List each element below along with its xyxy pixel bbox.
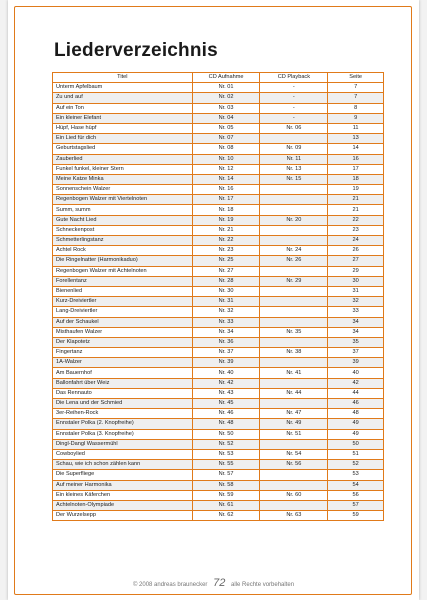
cell-seite: 17 — [328, 164, 384, 174]
cell-seite: 18 — [328, 174, 384, 184]
table-row — [53, 419, 384, 429]
cell-title: Schau, wie ich schon zählen kann — [53, 460, 193, 470]
cell-cd-playback: Nr. 15 — [260, 174, 328, 184]
table-row — [53, 388, 384, 398]
cell-cd-playback — [260, 225, 328, 235]
cell-cd-playback: Nr. 20 — [260, 215, 328, 225]
table-row — [53, 368, 384, 378]
cell-title: Bienenlied — [53, 286, 193, 296]
cell-title: Regenbogen Walzer mit Achtelnoten — [53, 266, 193, 276]
cell-seite: 16 — [328, 154, 384, 164]
cell-cd-aufnahme: Nr. 05 — [192, 123, 260, 133]
cell-title: Cowboylied — [53, 449, 193, 459]
cell-cd-playback — [260, 317, 328, 327]
table-row — [53, 409, 384, 419]
cell-cd-aufnahme: Nr. 40 — [192, 368, 260, 378]
cell-seite: 48 — [328, 409, 384, 419]
cell-cd-aufnahme: Nr. 33 — [192, 317, 260, 327]
cell-cd-playback: Nr. 51 — [260, 429, 328, 439]
cell-cd-playback — [260, 205, 328, 215]
cell-cd-aufnahme: Nr. 02 — [192, 93, 260, 103]
cell-cd-aufnahme: Nr. 07 — [192, 134, 260, 144]
cell-seite: 35 — [328, 337, 384, 347]
cell-cd-playback: Nr. 09 — [260, 144, 328, 154]
cell-cd-playback — [260, 195, 328, 205]
table-row — [53, 511, 384, 521]
cell-title: Ennstaler Polka (3. Knopfreihe) — [53, 429, 193, 439]
cell-cd-playback: Nr. 26 — [260, 256, 328, 266]
cell-seite: 46 — [328, 399, 384, 409]
footer-rights: alle Rechte vorbehalten — [231, 582, 295, 588]
cell-seite: 7 — [328, 83, 384, 93]
header-title: Titel — [53, 73, 193, 83]
table-row — [53, 449, 384, 459]
cell-cd-playback — [260, 378, 328, 388]
table-row — [53, 154, 384, 164]
cell-cd-aufnahme: Nr. 03 — [192, 103, 260, 113]
cell-cd-aufnahme: Nr. 27 — [192, 266, 260, 276]
cell-cd-aufnahme: Nr. 50 — [192, 429, 260, 439]
table-row — [53, 297, 384, 307]
cell-seite: 11 — [328, 123, 384, 133]
cell-seite: 21 — [328, 205, 384, 215]
cell-cd-aufnahme: Nr. 31 — [192, 297, 260, 307]
cell-title: Ein kleiner Elefant — [53, 113, 193, 123]
cell-seite: 24 — [328, 236, 384, 246]
cell-title: Ballonfahrt über Weiz — [53, 378, 193, 388]
cell-cd-aufnahme: Nr. 32 — [192, 307, 260, 317]
footer-copyright: © 2008 andreas braunecker — [132, 582, 208, 588]
table-row — [53, 246, 384, 256]
cell-cd-aufnahme: Nr. 08 — [192, 144, 260, 154]
table-row — [53, 378, 384, 388]
cell-cd-playback: Nr. 49 — [260, 419, 328, 429]
cell-cd-playback — [260, 297, 328, 307]
table-row — [53, 460, 384, 470]
cell-title: 3er-Reihen-Rock — [53, 409, 193, 419]
table-row — [53, 439, 384, 449]
cell-cd-playback — [260, 358, 328, 368]
cell-cd-playback: Nr. 54 — [260, 449, 328, 459]
header-seite: Seite — [328, 73, 384, 83]
cell-seite: 52 — [328, 460, 384, 470]
cell-cd-aufnahme: Nr. 57 — [192, 470, 260, 480]
cell-cd-playback — [260, 439, 328, 449]
cell-cd-aufnahme: Nr. 45 — [192, 399, 260, 409]
table-row — [53, 256, 384, 266]
cell-cd-playback: Nr. 38 — [260, 348, 328, 358]
table-row — [53, 174, 384, 184]
table-row — [53, 205, 384, 215]
table-row — [53, 317, 384, 327]
cell-seite: 53 — [328, 470, 384, 480]
table-row — [53, 470, 384, 480]
cell-seite: 23 — [328, 225, 384, 235]
cell-cd-playback — [260, 480, 328, 490]
cell-cd-aufnahme: Nr. 59 — [192, 490, 260, 500]
cell-seite: 30 — [328, 276, 384, 286]
cell-cd-aufnahme: Nr. 17 — [192, 195, 260, 205]
cell-title: Zu und auf — [53, 93, 193, 103]
cell-seite: 50 — [328, 439, 384, 449]
cell-title: Dingl-Dangl Wassermühl — [53, 439, 193, 449]
cell-title: 1A-Walzer — [53, 358, 193, 368]
table-row — [53, 480, 384, 490]
page-number: 72 — [213, 577, 226, 589]
cell-title: Die Lena und der Schmied — [53, 399, 193, 409]
cell-title: Kurz-Dreiviertler — [53, 297, 193, 307]
cell-seite: 57 — [328, 500, 384, 510]
cell-title: Auf meiner Harmonika — [53, 480, 193, 490]
table-row — [53, 123, 384, 133]
cell-seite: 19 — [328, 185, 384, 195]
cell-title: Am Bauernhof — [53, 368, 193, 378]
cell-cd-aufnahme: Nr. 48 — [192, 419, 260, 429]
cell-cd-aufnahme: Nr. 53 — [192, 449, 260, 459]
cell-title: Hüpf, Hase hüpf — [53, 123, 193, 133]
cell-cd-aufnahme: Nr. 36 — [192, 337, 260, 347]
cell-title: Gute Nacht Lied — [53, 215, 193, 225]
cell-cd-aufnahme: Nr. 30 — [192, 286, 260, 296]
cell-seite: 13 — [328, 134, 384, 144]
cell-seite: 42 — [328, 378, 384, 388]
table-row — [53, 429, 384, 439]
cell-cd-aufnahme: Nr. 01 — [192, 83, 260, 93]
cell-cd-aufnahme: Nr. 28 — [192, 276, 260, 286]
cell-cd-playback — [260, 470, 328, 480]
header-cd-playback: CD Playback — [260, 73, 328, 83]
cell-cd-aufnahme: Nr. 52 — [192, 439, 260, 449]
cell-title: Geburtstagslied — [53, 144, 193, 154]
cell-title: Schneckenpost — [53, 225, 193, 235]
table-row — [53, 185, 384, 195]
page-title: Liederverzeichnis — [54, 40, 218, 61]
cell-seite: 8 — [328, 103, 384, 113]
cell-cd-aufnahme: Nr. 43 — [192, 388, 260, 398]
cell-title: Auf der Schaukel — [53, 317, 193, 327]
cell-title: Ein kleines Käferchen — [53, 490, 193, 500]
table-header-row — [53, 73, 384, 83]
cell-title: Auf ein Ton — [53, 103, 193, 113]
table-row — [53, 215, 384, 225]
cell-seite: 34 — [328, 317, 384, 327]
cell-cd-playback: Nr. 24 — [260, 246, 328, 256]
cell-cd-playback — [260, 399, 328, 409]
cell-cd-aufnahme: Nr. 18 — [192, 205, 260, 215]
cell-cd-aufnahme: Nr. 25 — [192, 256, 260, 266]
table-row — [53, 236, 384, 246]
cell-seite: 34 — [328, 327, 384, 337]
cell-cd-playback: Nr. 60 — [260, 490, 328, 500]
cell-cd-aufnahme: Nr. 21 — [192, 225, 260, 235]
cell-cd-playback — [260, 266, 328, 276]
cell-cd-aufnahme: Nr. 23 — [192, 246, 260, 256]
cell-title: Meine Katze Minka — [53, 174, 193, 184]
cell-title: Ein Lied für dich — [53, 134, 193, 144]
cell-cd-playback: Nr. 41 — [260, 368, 328, 378]
cell-seite: 39 — [328, 358, 384, 368]
table-row — [53, 195, 384, 205]
table-row — [53, 490, 384, 500]
cell-cd-playback: Nr. 06 — [260, 123, 328, 133]
cell-seite: 49 — [328, 429, 384, 439]
cell-seite: 7 — [328, 93, 384, 103]
cell-seite: 54 — [328, 480, 384, 490]
table-row — [53, 144, 384, 154]
cell-cd-playback — [260, 307, 328, 317]
cell-cd-aufnahme: Nr. 16 — [192, 185, 260, 195]
cell-cd-playback — [260, 286, 328, 296]
cell-cd-aufnahme: Nr. 10 — [192, 154, 260, 164]
cell-seite: 9 — [328, 113, 384, 123]
song-index-table — [52, 72, 384, 521]
cell-seite: 33 — [328, 307, 384, 317]
cell-cd-aufnahme: Nr. 37 — [192, 348, 260, 358]
cell-cd-playback: Nr. 11 — [260, 154, 328, 164]
cell-cd-aufnahme: Nr. 42 — [192, 378, 260, 388]
cell-cd-playback: Nr. 35 — [260, 327, 328, 337]
cell-title: Zauberlied — [53, 154, 193, 164]
cell-title: Summ, summ — [53, 205, 193, 215]
cell-cd-playback — [260, 236, 328, 246]
cell-seite: 40 — [328, 368, 384, 378]
table-row — [53, 266, 384, 276]
cell-cd-aufnahme: Nr. 61 — [192, 500, 260, 510]
cell-cd-playback — [260, 500, 328, 510]
cell-title: Die Superfliege — [53, 470, 193, 480]
table-row — [53, 225, 384, 235]
cell-seite: 51 — [328, 449, 384, 459]
table-row — [53, 307, 384, 317]
cell-cd-aufnahme: Nr. 55 — [192, 460, 260, 470]
cell-cd-playback: - — [260, 93, 328, 103]
cell-title: Das Rennauto — [53, 388, 193, 398]
table-row — [53, 113, 384, 123]
table-row — [53, 276, 384, 286]
cell-cd-playback: Nr. 44 — [260, 388, 328, 398]
cell-title: Fingertanz — [53, 348, 193, 358]
cell-cd-playback: - — [260, 103, 328, 113]
cell-title: Forellentanz — [53, 276, 193, 286]
table-row — [53, 286, 384, 296]
cell-cd-playback: Nr. 56 — [260, 460, 328, 470]
cell-cd-aufnahme: Nr. 19 — [192, 215, 260, 225]
cell-title: Schmetterlingstanz — [53, 236, 193, 246]
cell-seite: 31 — [328, 286, 384, 296]
cell-cd-aufnahme: Nr. 39 — [192, 358, 260, 368]
cell-cd-aufnahme: Nr. 62 — [192, 511, 260, 521]
cell-title: Ennstaler Polka (2. Knopfreihe) — [53, 419, 193, 429]
cell-seite: 27 — [328, 256, 384, 266]
cell-cd-playback: - — [260, 83, 328, 93]
cell-cd-playback: Nr. 47 — [260, 409, 328, 419]
cell-title: Misthaufen Walzer — [53, 327, 193, 337]
cell-seite: 14 — [328, 144, 384, 154]
table-row — [53, 93, 384, 103]
cell-cd-playback: Nr. 63 — [260, 511, 328, 521]
cell-title: Unterm Apfelbaum — [53, 83, 193, 93]
cell-cd-playback — [260, 134, 328, 144]
cell-seite: 56 — [328, 490, 384, 500]
cell-cd-aufnahme: Nr. 58 — [192, 480, 260, 490]
table-row — [53, 103, 384, 113]
cell-cd-playback — [260, 337, 328, 347]
cell-cd-playback: Nr. 13 — [260, 164, 328, 174]
cell-cd-aufnahme: Nr. 34 — [192, 327, 260, 337]
cell-cd-aufnahme: Nr. 46 — [192, 409, 260, 419]
cell-cd-aufnahme: Nr. 04 — [192, 113, 260, 123]
cell-title: Sonnenschein Walzer — [53, 185, 193, 195]
table-row — [53, 327, 384, 337]
cell-title: Lang-Dreiviertler — [53, 307, 193, 317]
table-row — [53, 500, 384, 510]
cell-seite: 22 — [328, 215, 384, 225]
cell-title: Der Klapotetz — [53, 337, 193, 347]
cell-seite: 29 — [328, 266, 384, 276]
cell-seite: 21 — [328, 195, 384, 205]
cell-seite: 26 — [328, 246, 384, 256]
cell-cd-aufnahme: Nr. 14 — [192, 174, 260, 184]
cell-cd-aufnahme: Nr. 22 — [192, 236, 260, 246]
cell-cd-playback: - — [260, 113, 328, 123]
table-row — [53, 348, 384, 358]
table-row — [53, 399, 384, 409]
cell-seite: 37 — [328, 348, 384, 358]
cell-title: Der Wurzelsepp — [53, 511, 193, 521]
cell-cd-aufnahme: Nr. 12 — [192, 164, 260, 174]
cell-title: Achtel Rock — [53, 246, 193, 256]
cell-cd-playback: Nr. 29 — [260, 276, 328, 286]
cell-seite: 32 — [328, 297, 384, 307]
header-cd-aufnahme: CD Aufnahme — [192, 73, 260, 83]
cell-title: Regenbogen Walzer mit Viertelnoten — [53, 195, 193, 205]
table-row — [53, 358, 384, 368]
document-page — [8, 0, 419, 600]
table-row — [53, 164, 384, 174]
cell-title: Funkel funkel, kleiner Stern — [53, 164, 193, 174]
table-row — [53, 83, 384, 93]
table-row — [53, 337, 384, 347]
cell-title: Die Ringelnatter (Harmonikaduo) — [53, 256, 193, 266]
page-footer — [8, 577, 419, 589]
cell-seite: 49 — [328, 419, 384, 429]
cell-title: Achtelnoten-Olympiade — [53, 500, 193, 510]
cell-cd-playback — [260, 185, 328, 195]
cell-seite: 44 — [328, 388, 384, 398]
cell-seite: 59 — [328, 511, 384, 521]
table-row — [53, 134, 384, 144]
